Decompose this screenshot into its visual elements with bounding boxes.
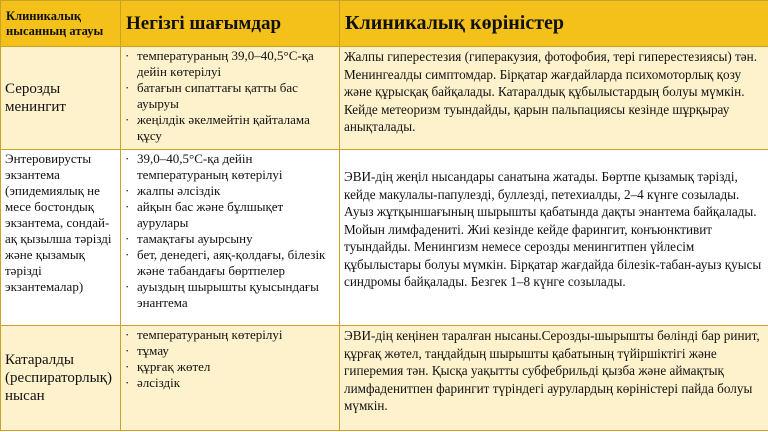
bullet-icon: · [125,199,130,214]
bullet-icon: · [125,112,130,127]
list-item: · құрғақ жөтел [125,359,211,374]
row-complaints [121,47,340,150]
bullet-icon: · [125,231,130,246]
list-item: · әлсіздік [125,375,181,390]
row-complaints [121,326,340,431]
complaints-list [125,48,335,144]
row-form-name: Катаралды (респираторлық) нысан [1,326,121,431]
list-item: · ауыздың шырышты қуысындағы энантема [125,279,319,310]
bullet-icon: · [125,48,130,63]
list-item: · бет, денедегі, аяқ-қолдағы, білезік және табандағы бөртпелер [125,247,326,278]
bullet-icon: · [125,183,130,198]
list-item: · температураның көтерілуі [125,327,283,342]
table-row [1,47,768,150]
row-form-name: Серозды менингит [1,47,121,150]
bullet-icon: · [125,279,130,294]
list-item: · жалпы әлсіздік [125,183,221,198]
bullet-icon: · [125,375,130,390]
list-item: · тұмау [125,343,169,358]
row-complaints [121,150,340,326]
table-row [1,150,768,326]
row-manifestations: Жалпы гиперестезия (гиперакузия, фотофобия, тері гиперестезиясы) тән. Менингеалды симптомдар. Бірқатар жағдайларда психомоторлық қозу және құрысқақ байқалады. Катаралдық құбылыстардың болуы мүмкін. Кейде метеоризм туындайды, қарын пальпациясы кезінде шұрқырау анықталады. [340,47,768,150]
list-item: · тамақтағы ауырсыну [125,231,253,246]
list-item: · батағын сипаттағы қатты бас ауыруы [125,80,298,111]
row-form-name: Энтеровирусты экзантема (эпидемиялық не месе бостондық экзантема, сондай-ақ қызылша тәрізді және қызамық тәрізді экзантемалар) [1,150,121,326]
bullet-icon: · [125,80,130,95]
table-row [1,326,768,431]
header-main-complaints: Негізгі шағымдар [121,1,340,47]
list-item: · айқын бас және бұлшықет аурулары [125,199,284,230]
complaints-list [125,327,335,391]
header-form-name: Клиникалық нысанның атауы [1,1,121,47]
list-item: · 39,0–40,5°С-қа дейін температураның көтерілуі [125,151,283,182]
bullet-icon: · [125,359,130,374]
row-manifestations: ЭВИ-дің жеңіл нысандары санатына жатады. Бөртпе қызамық тәрізді, кейде макулалы-папулезді, буллезді, петехиалды, 2–4 күнге созылады. Ауыз жұтқыншағының шырышты қабатында дақты энантема байқалады. Мойын лимфадениті. Жиі кезінде кейде фарингит, конъюнктивит туындайды. Менингизм немесе серозды менингитпен үйлесім құбылыстары болуы мүмкін. Бірқатар жағдайда білезік-табан-ауыз қуысы синдромы байқалады. Безгек 1–8 күнге созылады. [340,150,768,326]
bullet-icon: · [125,343,130,358]
list-item: · жеңілдік әкелмейтін қайталама құсу [125,112,310,143]
complaints-list [125,151,335,311]
header-clinical-manifestations: Клиникалық көріністер [340,1,768,47]
header-row [1,1,768,47]
row-manifestations: ЭВИ-дің кеңінен таралған нысаны.Серозды-шырышты бөлінді бар ринит, құрғақ жөтел, таңдайдың шырышты қабатының түйіршіктігі және гиперемия тән. Қысқа уақытты субфебрильді қызба және аймақтық лимфаденитпен фарингит түріндегі аурулардың көріністері пайда болуы мүмкін. [340,326,768,431]
bullet-icon: · [125,247,130,262]
bullet-icon: · [125,151,130,166]
list-item: · температураның 39,0–40,5°С-қа дейін көтерілуі [125,48,314,79]
bullet-icon: · [125,327,130,342]
